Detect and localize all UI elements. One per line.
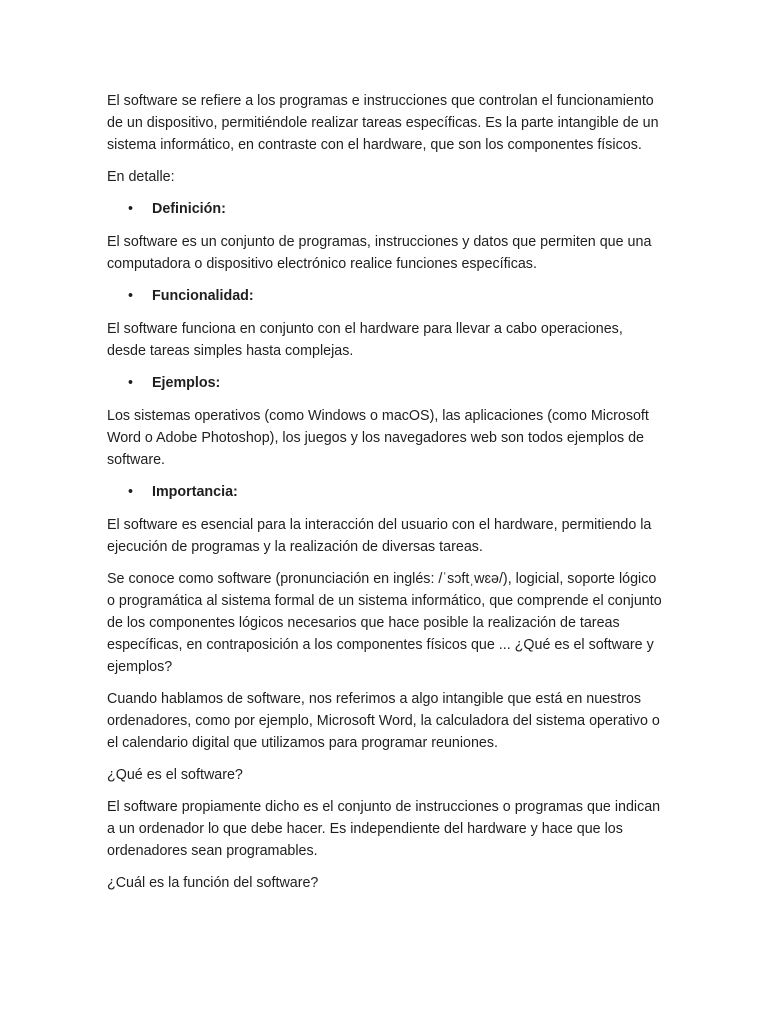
pronunciation-paragraph: Se conoce como software (pronunciación en inglés: /ˈsɔftˌwɛə/), logicial, soporte lógico o programática al sistema formal de un sistema informático, que comprende el conjunto de los componentes lógicos necesarios que hace posible la realización de tareas específicas, en contraposición a los componentes físicos que ... ¿Qué es el software y ejemplos?: [107, 571, 662, 675]
ejemplos-paragraph: Los sistemas operativos (como Windows o macOS), las aplicaciones (como Microsoft Word o Adobe Photoshop), los juegos y los navegadores web son todos ejemplos de software.: [107, 408, 649, 468]
bullet-dot-icon: •: [128, 375, 134, 391]
bullet-heading: Funcionalidad:: [152, 288, 254, 304]
document-body: [107, 90, 663, 904]
definition-paragraph: El software propiamente dicho es el conjunto de instrucciones o programas que indican a un ordenador lo que debe hacer. Es independiente del hardware y hace que los ordenadores sean programables.: [107, 799, 661, 859]
bullet-heading: Definición:: [152, 201, 226, 217]
bullet-funcionalidad: [107, 285, 663, 307]
definicion-paragraph: El software es un conjunto de programas, instrucciones y datos que permiten que una computadora o dispositivo electrónico realice funciones específicas.: [107, 234, 652, 272]
bullet-ejemplos: [107, 372, 663, 394]
bullet-importancia: [107, 481, 663, 503]
intangible-paragraph: Cuando hablamos de software, nos referimos a algo intangible que está en nuestros ordenadores, como por ejemplo, Microsoft Word, la calculadora del sistema operativo o el calendario digital que utilizamos para programar reuniones.: [107, 691, 660, 751]
bullet-dot-icon: •: [128, 201, 134, 217]
bullet-definicion: [107, 198, 663, 220]
detail-label: En detalle:: [107, 169, 175, 185]
question-what-heading: ¿Qué es el software?: [107, 767, 243, 783]
bullet-heading: Ejemplos:: [152, 375, 221, 391]
bullet-dot-icon: •: [128, 288, 134, 304]
bullet-dot-icon: •: [128, 484, 134, 500]
funcionalidad-paragraph: El software funciona en conjunto con el hardware para llevar a cabo operaciones, desde tareas simples hasta complejas.: [107, 321, 623, 359]
importancia-paragraph: El software es esencial para la interacción del usuario con el hardware, permitiendo la ejecución de programas y la realización de diversas tareas.: [107, 517, 652, 555]
question-function-heading: ¿Cuál es la función del software?: [107, 875, 319, 891]
intro-paragraph: El software se refiere a los programas e instrucciones que controlan el funcionamiento de un dispositivo, permitiéndole realizar tareas específicas. Es la parte intangible de un sistema informático, en contraste con el hardware, que son los componentes físicos.: [107, 93, 659, 153]
bullet-heading: Importancia:: [152, 484, 238, 500]
